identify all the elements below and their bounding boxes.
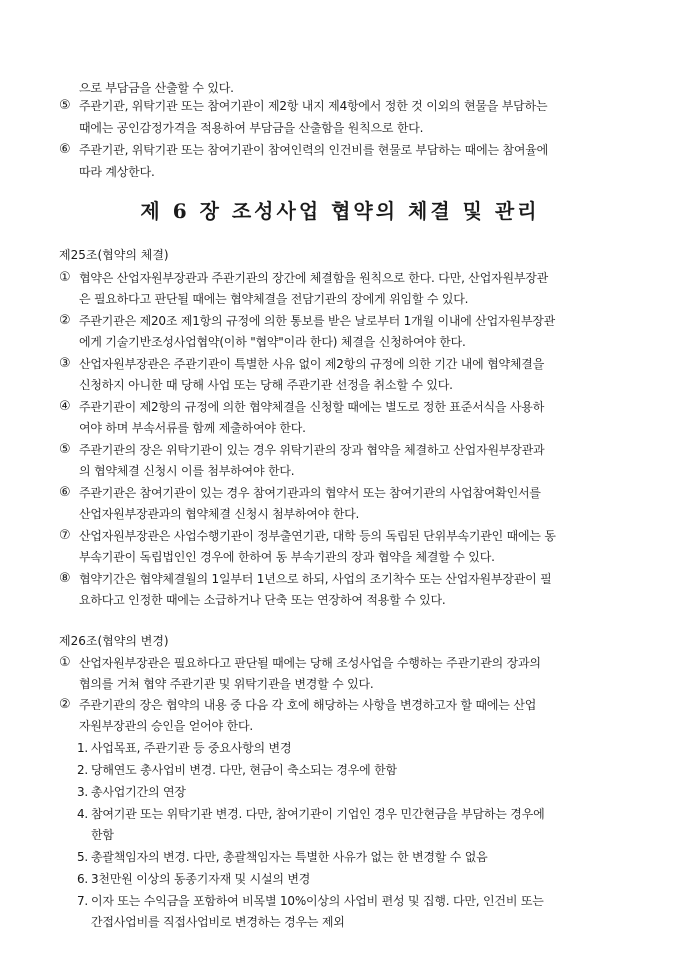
text-line: 이자 또는 수익금을 포함하여 비목별 10%이상의 사업비 편성 및 집행. 다만, 인건비 또는 [91,894,544,908]
item-number: 5. [77,850,89,864]
paragraph-marker: ① [59,270,71,285]
paragraph-marker: ⑦ [59,528,71,543]
text-line: 참여기관 또는 위탁기관 변경. 다만, 참여기관이 기업인 경우 민간현금을 부담하는 경우에 [91,807,545,821]
article-heading: 제26조(협약의 변경) [59,634,169,648]
text-line: 주관기관이 제2항의 규정에 의한 협약체결을 신청할 때에는 별도로 정한 표준서식을 사용하 [79,400,545,414]
text-line: 여야 하며 부속서류를 함께 제출하여야 한다. [79,421,306,435]
text-line: 신청하지 아니한 때 당해 사업 또는 당해 주관기관 선정을 취소할 수 있다. [79,378,453,392]
paragraph-marker: ① [59,655,71,670]
text-line: 산업자원부장관은 필요하다고 판단될 때에는 당해 조성사업을 수행하는 주관기관의 장과의 [79,656,541,670]
paragraph-marker: ⑧ [59,571,71,586]
text-line: 주관기관, 위탁기관 또는 참여기관이 제2항 내지 제4항에서 정한 것 이외의 현물을 부담하는 [79,99,548,113]
item-number: 3. [77,785,89,799]
text-line: 주관기관은 참여기관이 있는 경우 참여기관과의 협약서 또는 참여기관의 사업참여확인서를 [79,486,541,500]
chapter-title: 제 6 장 조성사업 협약의 체결 및 관리 [140,199,540,223]
text-line: 총사업기간의 연장 [91,785,186,799]
paragraph-marker: ③ [59,356,71,371]
text-line: 3천만원 이상의 동종기자재 및 시설의 변경 [91,872,311,886]
text-line: 의 협약체결 신청시 이를 첨부하여야 한다. [79,464,295,478]
paragraph-marker: ⑤ [59,98,71,113]
paragraph-marker: ⑥ [59,142,71,157]
text-line: 협약기간은 협약체결월의 1일부터 1년으로 하되, 사업의 조기착수 또는 산업자원부장관이 필 [79,572,552,586]
text-line: 요하다고 인정한 때에는 소급하거나 단축 또는 연장하여 적용할 수 있다. [79,593,446,607]
text-line: 산업자원부장관은 사업수행기관이 정부출연기관, 대학 등의 독립된 단위부속기관인 때에는 동 [79,529,556,543]
text-line: 한함 [91,828,114,842]
item-number: 7. [77,894,89,908]
paragraph-marker: ② [59,697,71,712]
text-line: 은 필요하다고 판단될 때에는 협약체결을 전담기관의 장에게 위임할 수 있다. [79,292,469,306]
text-line: 주관기관의 장은 협약의 내용 중 다음 각 호에 해당하는 사항을 변경하고자 할 때에는 산업 [79,698,537,712]
text-line: 총괄책임자의 변경. 다만, 총괄책임자는 특별한 사유가 없는 한 변경할 수 없음 [91,850,488,864]
text-line: 산업자원부장관과의 협약체결 신청시 첨부하여야 한다. [79,507,360,521]
text-line: 따라 계상한다. [79,165,155,179]
text-line: 주관기관, 위탁기관 또는 참여기관이 참여인력의 인건비를 현물로 부담하는 때에는 참여율에 [79,143,549,157]
item-number: 6. [77,872,89,886]
text-line: 에게 기술기반조성사업협약(이하 "협약"이라 한다) 체결을 신청하여야 한다. [79,335,466,349]
text-line: 으로 부담금을 산출할 수 있다. [79,81,234,95]
text-line: 부속기관이 독립법인인 경우에 한하여 동 부속기관의 장과 협약을 체결할 수 있다. [79,550,495,564]
text-line: 협약은 산업자원부장관과 주관기관의 장간에 체결함을 원칙으로 한다. 다만, 산업자원부장관 [79,271,549,285]
text-line: 자원부장관의 승인을 얻어야 한다. [79,719,253,733]
text-line: 협의를 거쳐 협약 주관기관 및 위탁기관을 변경할 수 있다. [79,677,374,691]
text-line: 간접사업비를 직접사업비로 변경하는 경우는 제외 [91,915,345,929]
text-line: 사업목표, 주관기관 등 중요사항의 변경 [91,741,292,755]
text-line: 산업자원부장관은 주관기관이 특별한 사유 없이 제2항의 규정에 의한 기간 내에 협약체결을 [79,357,545,371]
item-number: 2. [77,763,89,777]
item-number: 1. [77,741,89,755]
text-line: 때에는 공인감정가격을 적용하여 부담금을 산출함을 원칙으로 한다. [79,121,424,135]
paragraph-marker: ② [59,313,71,328]
paragraph-marker: ④ [59,399,71,414]
text-line: 당해연도 총사업비 변경. 다만, 현금이 축소되는 경우에 한함 [91,763,397,777]
text-line: 주관기관의 장은 위탁기관이 있는 경우 위탁기관의 장과 협약을 체결하고 산업자원부장관과 [79,443,545,457]
item-number: 4. [77,807,89,821]
paragraph-marker: ⑤ [59,442,71,457]
text-line: 주관기관은 제20조 제1항의 규정에 의한 통보를 받은 날로부터 1개월 이내에 산업자원부장관 [79,314,555,328]
article-heading: 제25조(협약의 체결) [59,248,169,262]
paragraph-marker: ⑥ [59,485,71,500]
